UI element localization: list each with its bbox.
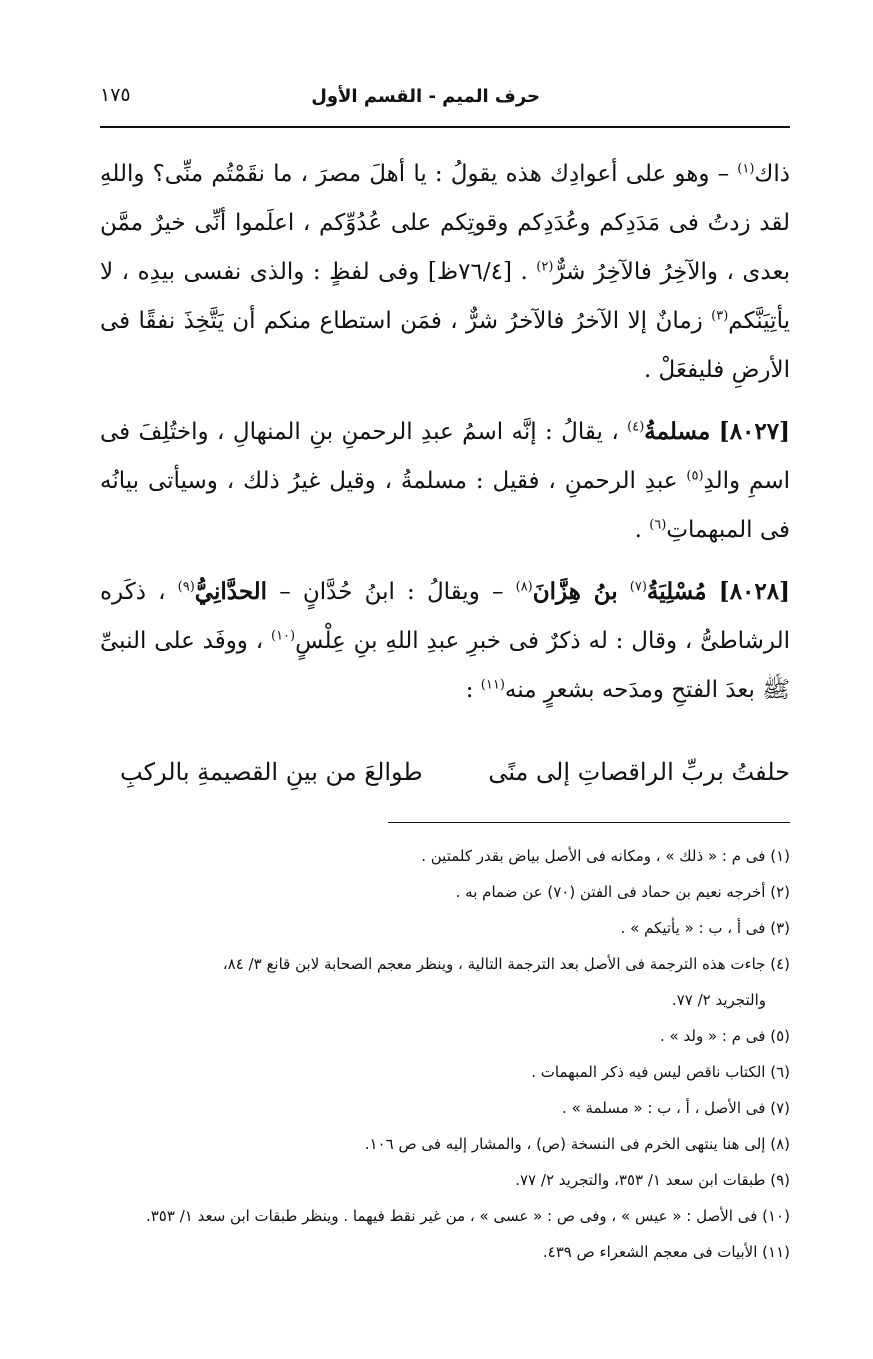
footnote-3: (٣) فى أ ، ب : « يأتيكم » . — [620, 919, 790, 937]
text-segment: – ويقالُ : ابنُ حُدَّانٍ – — [267, 579, 516, 605]
entry-nisba: الحدَّانِيُّ — [194, 578, 268, 605]
entry-8028 — [100, 567, 790, 715]
footnote-1: (١) فى م : « ذلك » ، ومكانه فى الأصل بياض بقدر كلمتين . — [421, 847, 790, 865]
footnote-ref: (١١) — [480, 677, 505, 693]
text-segment: ، يقالُ : إنَّه اسمُ عبدِ الرحمنِ بنِ المنهالِ ، واختُلِفَ فى اسمِ والدِ — [100, 419, 790, 494]
footnote-9: (٩) طبقات ابن سعد ١/ ٣٥٣، والتجريد ٢/ ٧٧. — [515, 1171, 790, 1189]
text-segment: ذاك — [754, 161, 790, 187]
footnote-4-continued: والتجريد ٢/ ٧٧. — [671, 991, 766, 1009]
text-segment: عبدِ الرحمنِ ، فقيل : مسلمةُ ، وقيل غيرُ ذلك ، وسيأتى بيانُه فى المبهماتِ — [100, 468, 790, 543]
footnote-ref: (٦) — [649, 517, 667, 533]
footnote-ref: (٢) — [536, 259, 554, 275]
footnote-ref: (٤) — [627, 419, 645, 435]
entry-number: [٨٠٢٧] — [718, 418, 790, 445]
text-segment: زمانٌ إلا الآخرُ فالآخرُ شرٌّ ، فمَن استطاع منكم أن يَتَّخِذَ نفقًا فى الأرضِ فليفعَلْ . — [100, 308, 790, 383]
footnote-ref: (١٠) — [271, 628, 296, 644]
text-segment: . [٧٦/٤ظ] وفى لفظٍ : والذى نفسى بيدِه ، لا يأتِيَنَّكم — [100, 259, 790, 334]
text-segment: : — [465, 677, 481, 703]
verse-hemistich-second: طوالعَ من بينِ القصيمةِ بالركبِ — [120, 758, 423, 786]
paragraph-continuation — [100, 150, 790, 395]
entry-8027 — [100, 407, 790, 555]
text-segment: . — [634, 517, 650, 543]
text-segment: ، ذكَره الرشاطىُّ ، وقال : له ذكرٌ فى خبرِ عبدِ اللهِ بنِ عِلْسٍ — [100, 579, 790, 654]
footnote-8: (٨) إلى هنا ينتهى الخرم فى النسخة (ص) ، والمشار إليه فى ص ١٠٦. — [364, 1135, 790, 1153]
poetry-verse — [120, 758, 790, 786]
page-header — [100, 86, 790, 120]
footnotes — [100, 838, 790, 1270]
footnote-ref: (١) — [737, 161, 755, 177]
footnote-ref: (٣) — [711, 308, 729, 324]
verse-hemistich-first: حلفتُ بربِّ الراقصاتِ إلى منًى — [488, 758, 790, 786]
footnote-ref: (٥) — [686, 468, 704, 484]
footnote-10: (١٠) فى الأصل : « عيس » ، وفى ص : « عسى » ، من غير نقط فيهما . وينظر طبقات ابن سعد ١/ ٣٥٣. — [145, 1207, 790, 1225]
running-header-title: حرف الميم - القسم الأول — [311, 86, 540, 107]
footnote-6: (٦) الكتاب ناقص ليس فيه ذكر المبهمات . — [531, 1063, 790, 1081]
footnote-4: (٤) جاءت هذه الترجمة فى الأصل بعد الترجمة التالية ، وينظر معجم الصحابة لابن قانع ٣/ ٨٤، — [222, 955, 790, 973]
footnote-11: (١١) الأبيات فى معجم الشعراء ص ٤٣٩. — [542, 1243, 790, 1261]
footnote-2: (٢) أخرجه نعيم بن حماد فى الفتن (٧٠) عن ضمام به . — [455, 883, 790, 901]
footnote-ref: (٨) — [515, 579, 533, 595]
text-segment: – وهو على أعوادِك هذه يقولُ : يا أهلَ مصرَ ، ما نقَمْتُم منِّى؟ واللهِ لقد زدتُ فى مَدَدِكم وعُدَدِكم وقوتِكم على عُدُوِّكم ، اعلَموا أنِّى خيرٌ ممَّن بعدى ، والآخِرُ فالآخِرُ شرٌّ — [100, 161, 790, 285]
header-rule — [100, 126, 790, 128]
footnote-ref: (٧) — [629, 579, 647, 595]
entry-name: مُسْلِيَةُ — [646, 578, 707, 605]
text-segment: ، ووفَد على النبىِّ ﷺ بعدَ الفتحِ ومدَحه بشعرٍ منه — [100, 628, 790, 703]
footnote-7: (٧) فى الأصل ، أ ، ب : « مسلمة » . — [562, 1099, 790, 1117]
page-number: ١٧٥ — [100, 84, 131, 106]
main-text — [100, 150, 790, 727]
footnote-5: (٥) فى م : « ولد » . — [660, 1027, 790, 1045]
footnote-divider — [388, 822, 790, 823]
entry-number: [٨٠٢٨] — [718, 578, 790, 605]
footnote-ref: (٩) — [177, 579, 195, 595]
entry-name-father: بنُ هِزَّانَ — [532, 578, 618, 605]
entry-name: مسلمةُ — [644, 418, 711, 445]
